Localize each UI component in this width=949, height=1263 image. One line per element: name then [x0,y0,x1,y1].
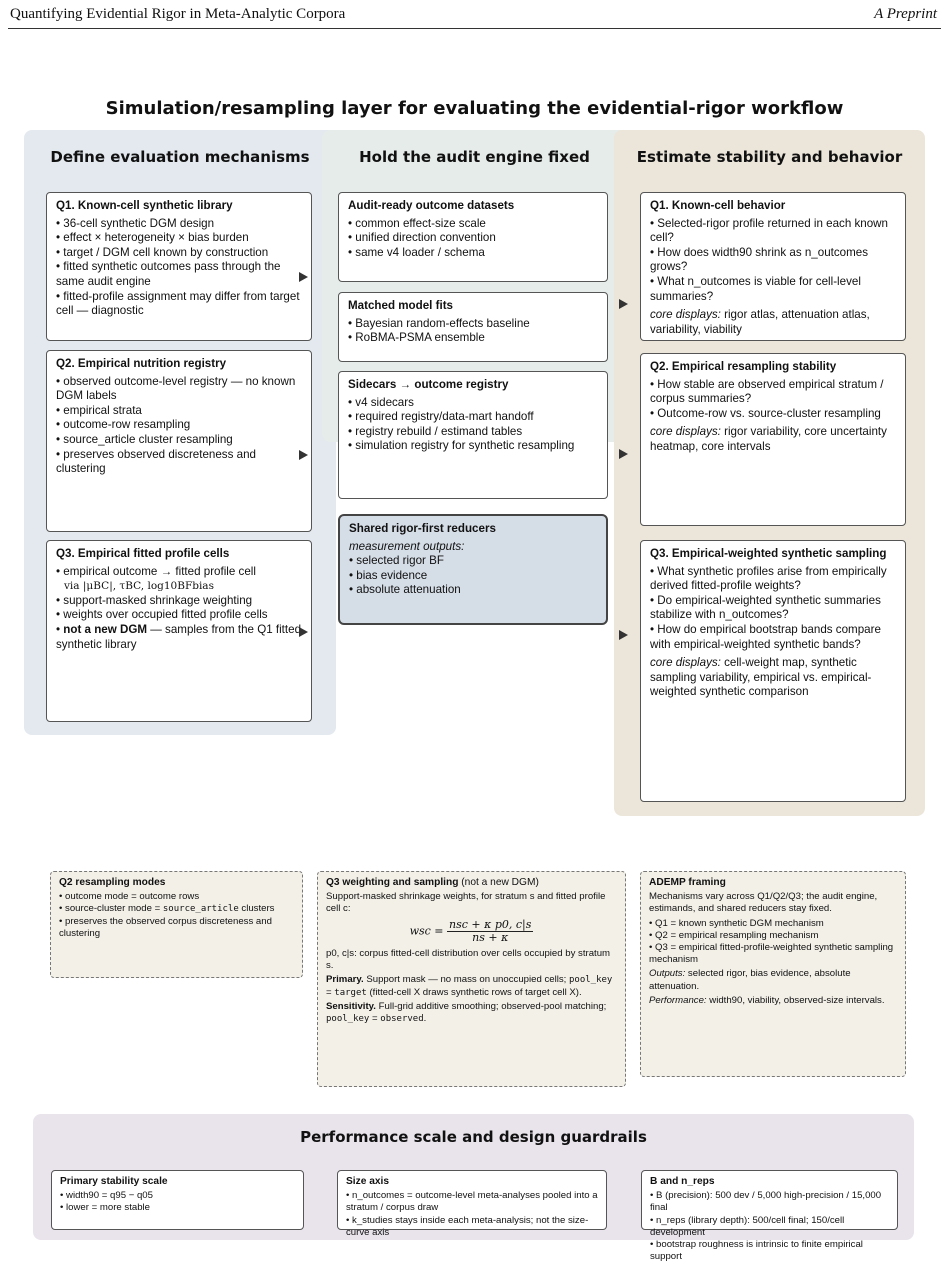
list-item: • n_reps (library depth): 500/cell final; 150/cell development [650,1215,889,1239]
note-sensitivity [326,1001,617,1025]
q3-fitted-profile-box [46,540,312,722]
list-item: • outcome mode = outcome rows [59,891,294,903]
weight-formula [326,919,617,944]
box-subtitle: measurement outputs: [349,539,465,553]
core-displays [650,425,897,454]
list-item: • n_outcomes = outcome-level meta-analyses pooled into a stratum / corpus draw [346,1190,598,1214]
core-displays-text: rigor atlas, attenuation atlas, variability, viability [650,308,870,336]
note-title [326,877,617,889]
sensitivity-code: pool_key [326,1014,370,1025]
list-item: • source_article cluster resampling [56,433,303,448]
list-item: • selected rigor BF [349,554,598,569]
q1-synthetic-library-box [46,192,312,341]
primary-text: (fitted-cell X draws synthetic rows of target cell X). [366,986,582,998]
list-item: • How does width90 shrink as n_outcomes grows? [650,246,897,275]
arrow-right-icon [299,627,308,637]
list-item: • same v4 loader / schema [348,246,599,261]
formula-fraction [447,919,533,944]
list-item: • simulation registry for synthetic resampling [348,439,599,454]
list-item: • 36-cell synthetic DGM design [56,217,303,232]
size-axis-box [337,1170,607,1238]
ademp-framing-note [640,871,906,1077]
sensitivity-text: . [423,1013,427,1025]
list-item: • preserves the observed corpus discreteness and clustering [59,916,294,940]
list-item: • target / DGM cell known by construction [56,246,303,261]
b-nreps-box [641,1170,898,1263]
item-text: empirical outcome → fitted profile cell [63,564,256,578]
running-header-label: A Preprint [874,6,937,22]
note-intro: Support-masked shrinkage weights, for stratum s and fitted profile cell c: [326,891,606,915]
box-title: Q3. Empirical-weighted synthetic sampling [650,547,887,560]
list-item: • preserves observed discreteness and clustering [56,448,303,477]
sidecars-registry-box [338,371,608,499]
guardrails-title: Performance scale and design guardrails [300,1128,647,1146]
q1-behavior-box [640,192,906,341]
box-title: Q3. Empirical fitted profile cells [56,547,230,560]
primary-text: Support mask — no mass on unoccupied cells; [363,974,569,986]
list-item: • bias evidence [349,569,598,584]
list-item: • B (precision): 500 dev / 5,000 high-precision / 15,000 final [650,1190,889,1214]
item-code: source_article [162,904,239,915]
performance-text: width90, viability, observed-size intervals. [706,994,885,1006]
list-item [56,623,303,652]
item-bold: not a new DGM [63,622,148,636]
list-item: • What n_outcomes is viable for cell-level summaries? [650,275,897,304]
running-header-title: Quantifying Evidential Rigor in Meta-Analytic Corpora [10,6,346,22]
box-title: B and n_reps [650,1176,715,1187]
box-title: Q1. Known-cell behavior [650,199,786,212]
list-item: • observed outcome-level registry — no known DGM labels [56,375,303,404]
list-item: • bootstrap roughness is intrinsic to finite empirical support [650,1239,889,1263]
list-item: • fitted synthetic outcomes pass through the same audit engine [56,260,303,289]
arrow-right-icon [299,450,308,460]
list-item: • fitted-profile assignment may differ from target cell — diagnostic [56,290,303,319]
list-item: • Q2 = empirical resampling mechanism [649,930,897,942]
list-item: • width90 = q95 − q05 [60,1190,295,1202]
list-item: • Do empirical-weighted synthetic summaries stabilize with n_outcomes? [650,594,897,623]
box-title: Matched model fits [348,299,454,312]
list-item: • lower = more stable [60,1202,295,1214]
box-title: Q2. Empirical nutrition registry [56,357,227,370]
list-item: • outcome-row resampling [56,418,303,433]
left-column-title: Define evaluation mechanisms [50,148,310,166]
list-item: • common effect-size scale [348,217,599,232]
box-title: Audit-ready outcome datasets [348,199,515,212]
list-item: • How do empirical bootstrap bands compare with empirical-weighted synthetic bands? [650,623,897,652]
core-displays-label: core displays: [650,425,721,439]
box-title: Q1. Known-cell synthetic library [56,199,233,212]
figure-title: Simulation/resampling layer for evaluating the evidential-rigor workflow [105,98,844,119]
q3-weighting-note [317,871,626,1087]
note-performance [649,995,897,1007]
note-title-rest: (not a new DGM) [458,877,539,888]
core-displays-text: rigor variability, core uncertainty heatmap, core intervals [650,425,887,453]
note-intro: Mechanisms vary across Q1/Q2/Q3; the audit engine, estimands, and shared reducers stay fixed. [649,891,878,915]
note-outputs [649,968,897,992]
list-item: • k_studies stays inside each meta-analysis; not the size-curve axis [346,1215,598,1239]
middle-column-title: Hold the audit engine fixed [359,148,590,166]
list-item: • effect × heterogeneity × bias burden [56,231,303,246]
sensitivity-code: observed [380,1014,424,1025]
list-item: • unified direction convention [348,231,599,246]
primary-label: Primary. [326,974,364,986]
core-displays-text: cell-weight map, synthetic sampling variability, empirical vs. empirical-weighted synthetic comparison [650,656,872,699]
arrow-right-icon [619,449,628,459]
primary-code: pool_key [569,975,613,986]
list-item: • Outcome-row vs. source-cluster resampling [650,407,897,422]
list-item: • empirical strata [56,404,303,419]
arrow-right-icon [619,630,628,640]
formula-lhs: wsc = [409,924,444,938]
core-displays [650,656,897,700]
list-item: • Q1 = known synthetic DGM mechanism [649,918,897,930]
note-primary [326,974,617,998]
item-text: — samples from the Q1 fitted synthetic library [56,622,302,651]
list-item [59,903,294,915]
note-title-bold: Q3 weighting and sampling [326,877,459,888]
list-item: • Bayesian random-effects baseline [348,317,599,332]
list-item: • RoBMA-PSMA ensemble [348,331,599,346]
box-title: Primary stability scale [60,1176,168,1187]
formula-denominator: ns + κ [472,930,509,944]
audit-datasets-box [338,192,608,282]
core-displays-label: core displays: [650,656,721,670]
shared-reducers-box [338,514,608,625]
core-displays-label: core displays: [650,308,721,322]
note-definition: p0, c|s: corpus fitted-cell distribution over cells occupied by stratum s. [326,948,611,972]
arrow-right-icon [619,299,628,309]
core-displays [650,308,897,337]
box-title: Sidecars → outcome registry [348,378,509,391]
list-item: • v4 sidecars [348,396,599,411]
performance-label: Performance: [649,994,707,1006]
header-rule [8,28,941,29]
formula-numerator: nsc + κ p0, c|s [449,917,532,931]
note-title: ADEMP framing [649,877,726,888]
list-item [56,565,303,594]
list-item: • Selected-rigor profile returned in each known cell? [650,217,897,246]
list-item: • Q3 = empirical fitted-profile-weighted synthetic sampling mechanism [649,942,897,966]
right-column-title: Estimate stability and behavior [636,148,903,166]
sensitivity-text: = [369,1013,381,1025]
outputs-text: selected rigor, bias evidence, absolute attenuation. [649,968,851,992]
stability-scale-box [51,1170,304,1230]
q3-weighted-sampling-box [640,540,906,802]
list-item: • weights over occupied fitted profile cells [56,608,303,623]
sensitivity-label: Sensitivity. [326,1000,376,1012]
list-item: • What synthetic profiles arise from empirically derived fitted-profile weights? [650,565,897,594]
primary-text: = [326,986,335,998]
sensitivity-text: Full-grid additive smoothing; observed-pool matching; [375,1000,607,1012]
item-text: clusters [238,903,275,915]
arrow-right-icon [299,272,308,282]
q2-resampling-modes-note [50,871,303,978]
box-title: Q2. Empirical resampling stability [650,360,837,373]
outputs-label: Outputs: [649,968,686,980]
item-formula: via |μBC|, τBC, log10BFbias [64,580,214,593]
list-item: • support-masked shrinkage weighting [56,594,303,609]
q2-empirical-registry-box [46,350,312,532]
list-item: • absolute attenuation [349,583,598,598]
box-title: Size axis [346,1176,390,1187]
box-title: Shared rigor-first reducers [349,522,496,535]
note-title: Q2 resampling modes [59,877,166,888]
q2-stability-box [640,353,906,526]
primary-code: target [334,987,367,998]
list-item: • required registry/data-mart handoff [348,410,599,425]
item-text: source-cluster mode = [65,903,163,915]
matched-model-fits-box [338,292,608,362]
list-item: • registry rebuild / estimand tables [348,425,599,440]
list-item: • How stable are observed empirical stratum / corpus summaries? [650,378,897,407]
